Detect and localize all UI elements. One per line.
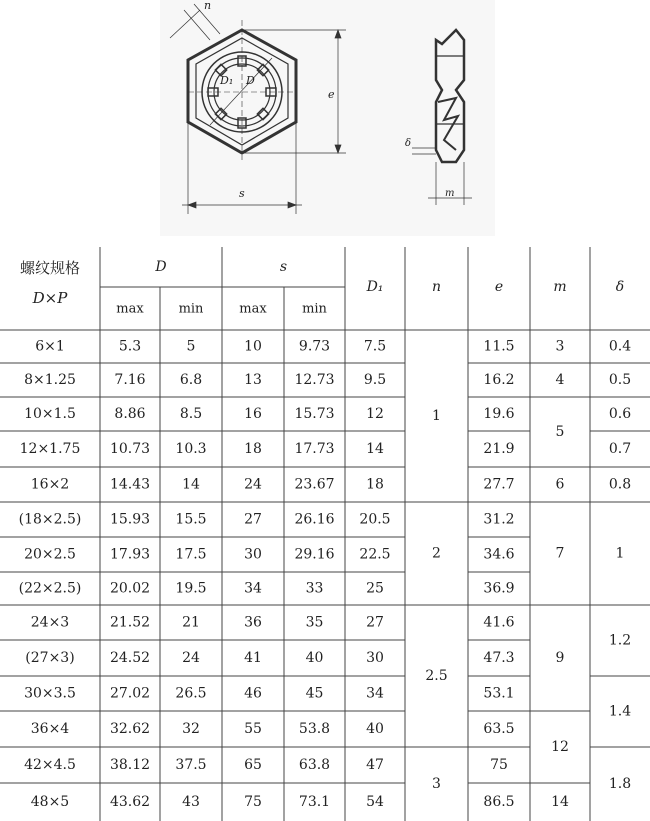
cell-D-max: 38.12 — [109, 757, 151, 773]
label-e: e — [328, 88, 335, 101]
cell-delta: 1.2 — [608, 632, 632, 649]
cell-thread: (18×2.5) — [18, 511, 82, 528]
cell-delta: 0.8 — [608, 476, 632, 493]
cell-s-min: 53.8 — [298, 721, 331, 737]
cell-s-min: 73.1 — [298, 794, 331, 810]
cell-s-min: 35 — [305, 614, 324, 631]
cell-thread: 16×2 — [30, 476, 70, 493]
cell-delta: 0.7 — [608, 441, 632, 457]
cell-s-min: 29.16 — [294, 546, 335, 563]
cell-thread: (22×2.5) — [18, 580, 82, 597]
cell-D-max: 5.3 — [118, 338, 142, 355]
cell-e: 86.5 — [483, 794, 515, 810]
cell-D1: 54 — [366, 794, 384, 810]
cell-n: 1 — [432, 408, 441, 424]
cell-thread: (27×3) — [25, 650, 75, 666]
dimension-s — [182, 122, 302, 214]
cell-n: 3 — [432, 776, 441, 792]
header-s: s — [279, 259, 288, 275]
cell-s-min: 33 — [305, 580, 324, 597]
cell-D-min: 8.5 — [179, 406, 203, 422]
cell-s-max: 13 — [244, 372, 262, 388]
cell-D-min: 24 — [182, 650, 200, 666]
cell-D1: 47 — [366, 757, 384, 773]
cell-delta: 1.8 — [608, 776, 632, 792]
header-n: n — [431, 279, 442, 295]
cell-s-max: 10 — [244, 338, 262, 355]
cell-D-min: 26.5 — [175, 685, 207, 702]
cell-D1: 9.5 — [363, 372, 387, 388]
cell-D1: 20.5 — [359, 511, 391, 528]
cell-thread: 12×1.75 — [19, 441, 81, 457]
cell-s-max: 55 — [244, 721, 262, 737]
cell-m: 3 — [555, 338, 565, 355]
cell-s-max: 27 — [244, 511, 262, 528]
cell-D1: 30 — [366, 650, 384, 666]
cell-D-max: 8.86 — [114, 406, 146, 422]
cell-s-min: 23.67 — [294, 476, 335, 493]
cell-s-max: 18 — [244, 441, 262, 457]
header-D-min: min — [178, 301, 204, 317]
cell-D1: 14 — [366, 441, 384, 457]
cell-D-min: 37.5 — [175, 757, 207, 773]
label-delta: δ — [405, 138, 412, 149]
cell-thread: 48×5 — [30, 794, 70, 810]
cell-e: 11.5 — [483, 338, 515, 355]
specification-table — [0, 247, 650, 821]
cell-D1: 7.5 — [363, 338, 387, 355]
cell-D1: 18 — [366, 476, 384, 493]
cell-e: 34.6 — [483, 546, 515, 563]
cell-D-min: 32 — [182, 721, 200, 737]
cell-D-min: 5 — [186, 338, 196, 355]
cell-s-min: 45 — [305, 685, 324, 702]
cell-s-max: 24 — [244, 476, 262, 493]
header-thread-spec: 螺纹规格 — [19, 259, 81, 277]
cell-thread: 6×1 — [35, 338, 65, 355]
label-s: s — [239, 187, 245, 200]
label-d1: D₁ — [220, 74, 234, 87]
cell-s-min: 9.73 — [298, 338, 331, 355]
cell-thread: 36×4 — [30, 721, 70, 737]
cell-delta: 0.6 — [608, 406, 632, 422]
cell-D-max: 17.93 — [109, 546, 151, 563]
cell-D-max: 10.73 — [109, 441, 151, 457]
cell-e: 31.2 — [483, 511, 515, 528]
cell-m: 7 — [555, 545, 565, 562]
label-n: n — [204, 0, 212, 12]
cell-s-max: 36 — [244, 614, 262, 631]
cell-D-min: 15.5 — [175, 511, 207, 528]
cell-m: 6 — [555, 476, 565, 493]
cell-s-max: 65 — [244, 757, 262, 773]
cell-s-min: 40 — [305, 650, 324, 666]
cell-D-max: 20.02 — [109, 580, 151, 597]
cell-thread: 8×1.25 — [24, 372, 76, 388]
cell-e: 47.3 — [483, 650, 515, 666]
cell-s-max: 16 — [244, 406, 262, 422]
cell-e: 63.5 — [483, 721, 515, 737]
cell-e: 16.2 — [483, 372, 515, 388]
cell-D1: 12 — [366, 406, 384, 422]
cell-thread: 20×2.5 — [24, 546, 76, 563]
cell-e: 75 — [490, 757, 508, 773]
header-s-min: min — [302, 301, 327, 317]
cell-thread: 42×4.5 — [24, 757, 76, 773]
header-D: D — [155, 259, 167, 275]
cell-D-max: 32.62 — [109, 721, 151, 737]
cell-s-min: 15.73 — [294, 406, 335, 422]
cell-m: 9 — [555, 650, 565, 666]
cell-m: 4 — [555, 372, 565, 388]
cell-s-max: 34 — [244, 580, 262, 597]
cell-D1: 22.5 — [359, 546, 391, 563]
cell-thread: 30×3.5 — [24, 685, 76, 702]
header-D1: D₁ — [366, 279, 384, 295]
cell-s-min: 12.73 — [294, 372, 335, 388]
header-e: e — [494, 279, 504, 295]
cell-m: 12 — [551, 739, 569, 755]
cell-D-max: 24.52 — [109, 650, 151, 666]
cell-D1: 34 — [366, 685, 384, 702]
cell-m: 14 — [551, 794, 569, 810]
cell-delta: 0.5 — [608, 372, 632, 388]
cell-s-min: 63.8 — [298, 757, 331, 773]
cell-D-max: 15.93 — [109, 511, 151, 528]
cell-D-min: 10.3 — [175, 441, 207, 457]
cell-D-max: 27.02 — [109, 685, 151, 702]
hex-nut-side-view — [412, 30, 472, 205]
cell-e: 21.9 — [483, 441, 515, 457]
label-d: D — [246, 74, 255, 87]
cell-e: 41.6 — [483, 614, 515, 631]
cell-s-max: 41 — [244, 650, 262, 666]
cell-e: 19.6 — [483, 406, 515, 422]
cell-n: 2 — [432, 545, 441, 562]
cell-D1: 27 — [366, 614, 384, 631]
label-m: m — [445, 188, 455, 199]
cell-delta: 1.4 — [608, 703, 632, 720]
cell-m: 5 — [555, 424, 565, 440]
cell-D-max: 21.52 — [109, 614, 151, 631]
cell-D-min: 17.5 — [175, 546, 207, 563]
cell-s-min: 17.73 — [294, 441, 335, 457]
cell-D-min: 19.5 — [175, 580, 207, 597]
header-delta: δ — [615, 279, 625, 295]
cell-D-min: 21 — [182, 614, 200, 631]
cell-s-max: 30 — [244, 546, 262, 563]
cell-delta: 1 — [615, 545, 625, 562]
header-D-max: max — [116, 301, 144, 317]
cell-D-min: 6.8 — [179, 372, 203, 388]
cell-n: 2.5 — [425, 668, 448, 684]
cell-thread: 24×3 — [30, 614, 70, 631]
specification-table-grid — [0, 247, 650, 821]
header-m: m — [553, 279, 567, 295]
cell-D-max: 7.16 — [114, 372, 146, 388]
cell-D-min: 43 — [182, 794, 200, 810]
cell-D1: 25 — [366, 580, 384, 597]
header-thread-dxp: D×P — [32, 289, 68, 307]
cell-D-max: 14.43 — [109, 476, 151, 493]
cell-s-min: 26.16 — [294, 511, 335, 528]
cell-s-max: 75 — [244, 794, 262, 810]
cell-D-max: 43.62 — [109, 794, 151, 810]
nut-drawing — [160, 0, 495, 236]
cell-s-max: 46 — [244, 685, 262, 702]
cell-e: 53.1 — [483, 685, 515, 702]
cell-e: 27.7 — [483, 476, 515, 493]
header-s-max: max — [239, 301, 267, 317]
cell-D-min: 14 — [182, 476, 200, 493]
cell-e: 36.9 — [483, 580, 515, 597]
cell-thread: 10×1.5 — [24, 406, 76, 422]
cell-D1: 40 — [366, 721, 384, 737]
cell-delta: 0.4 — [608, 338, 632, 355]
